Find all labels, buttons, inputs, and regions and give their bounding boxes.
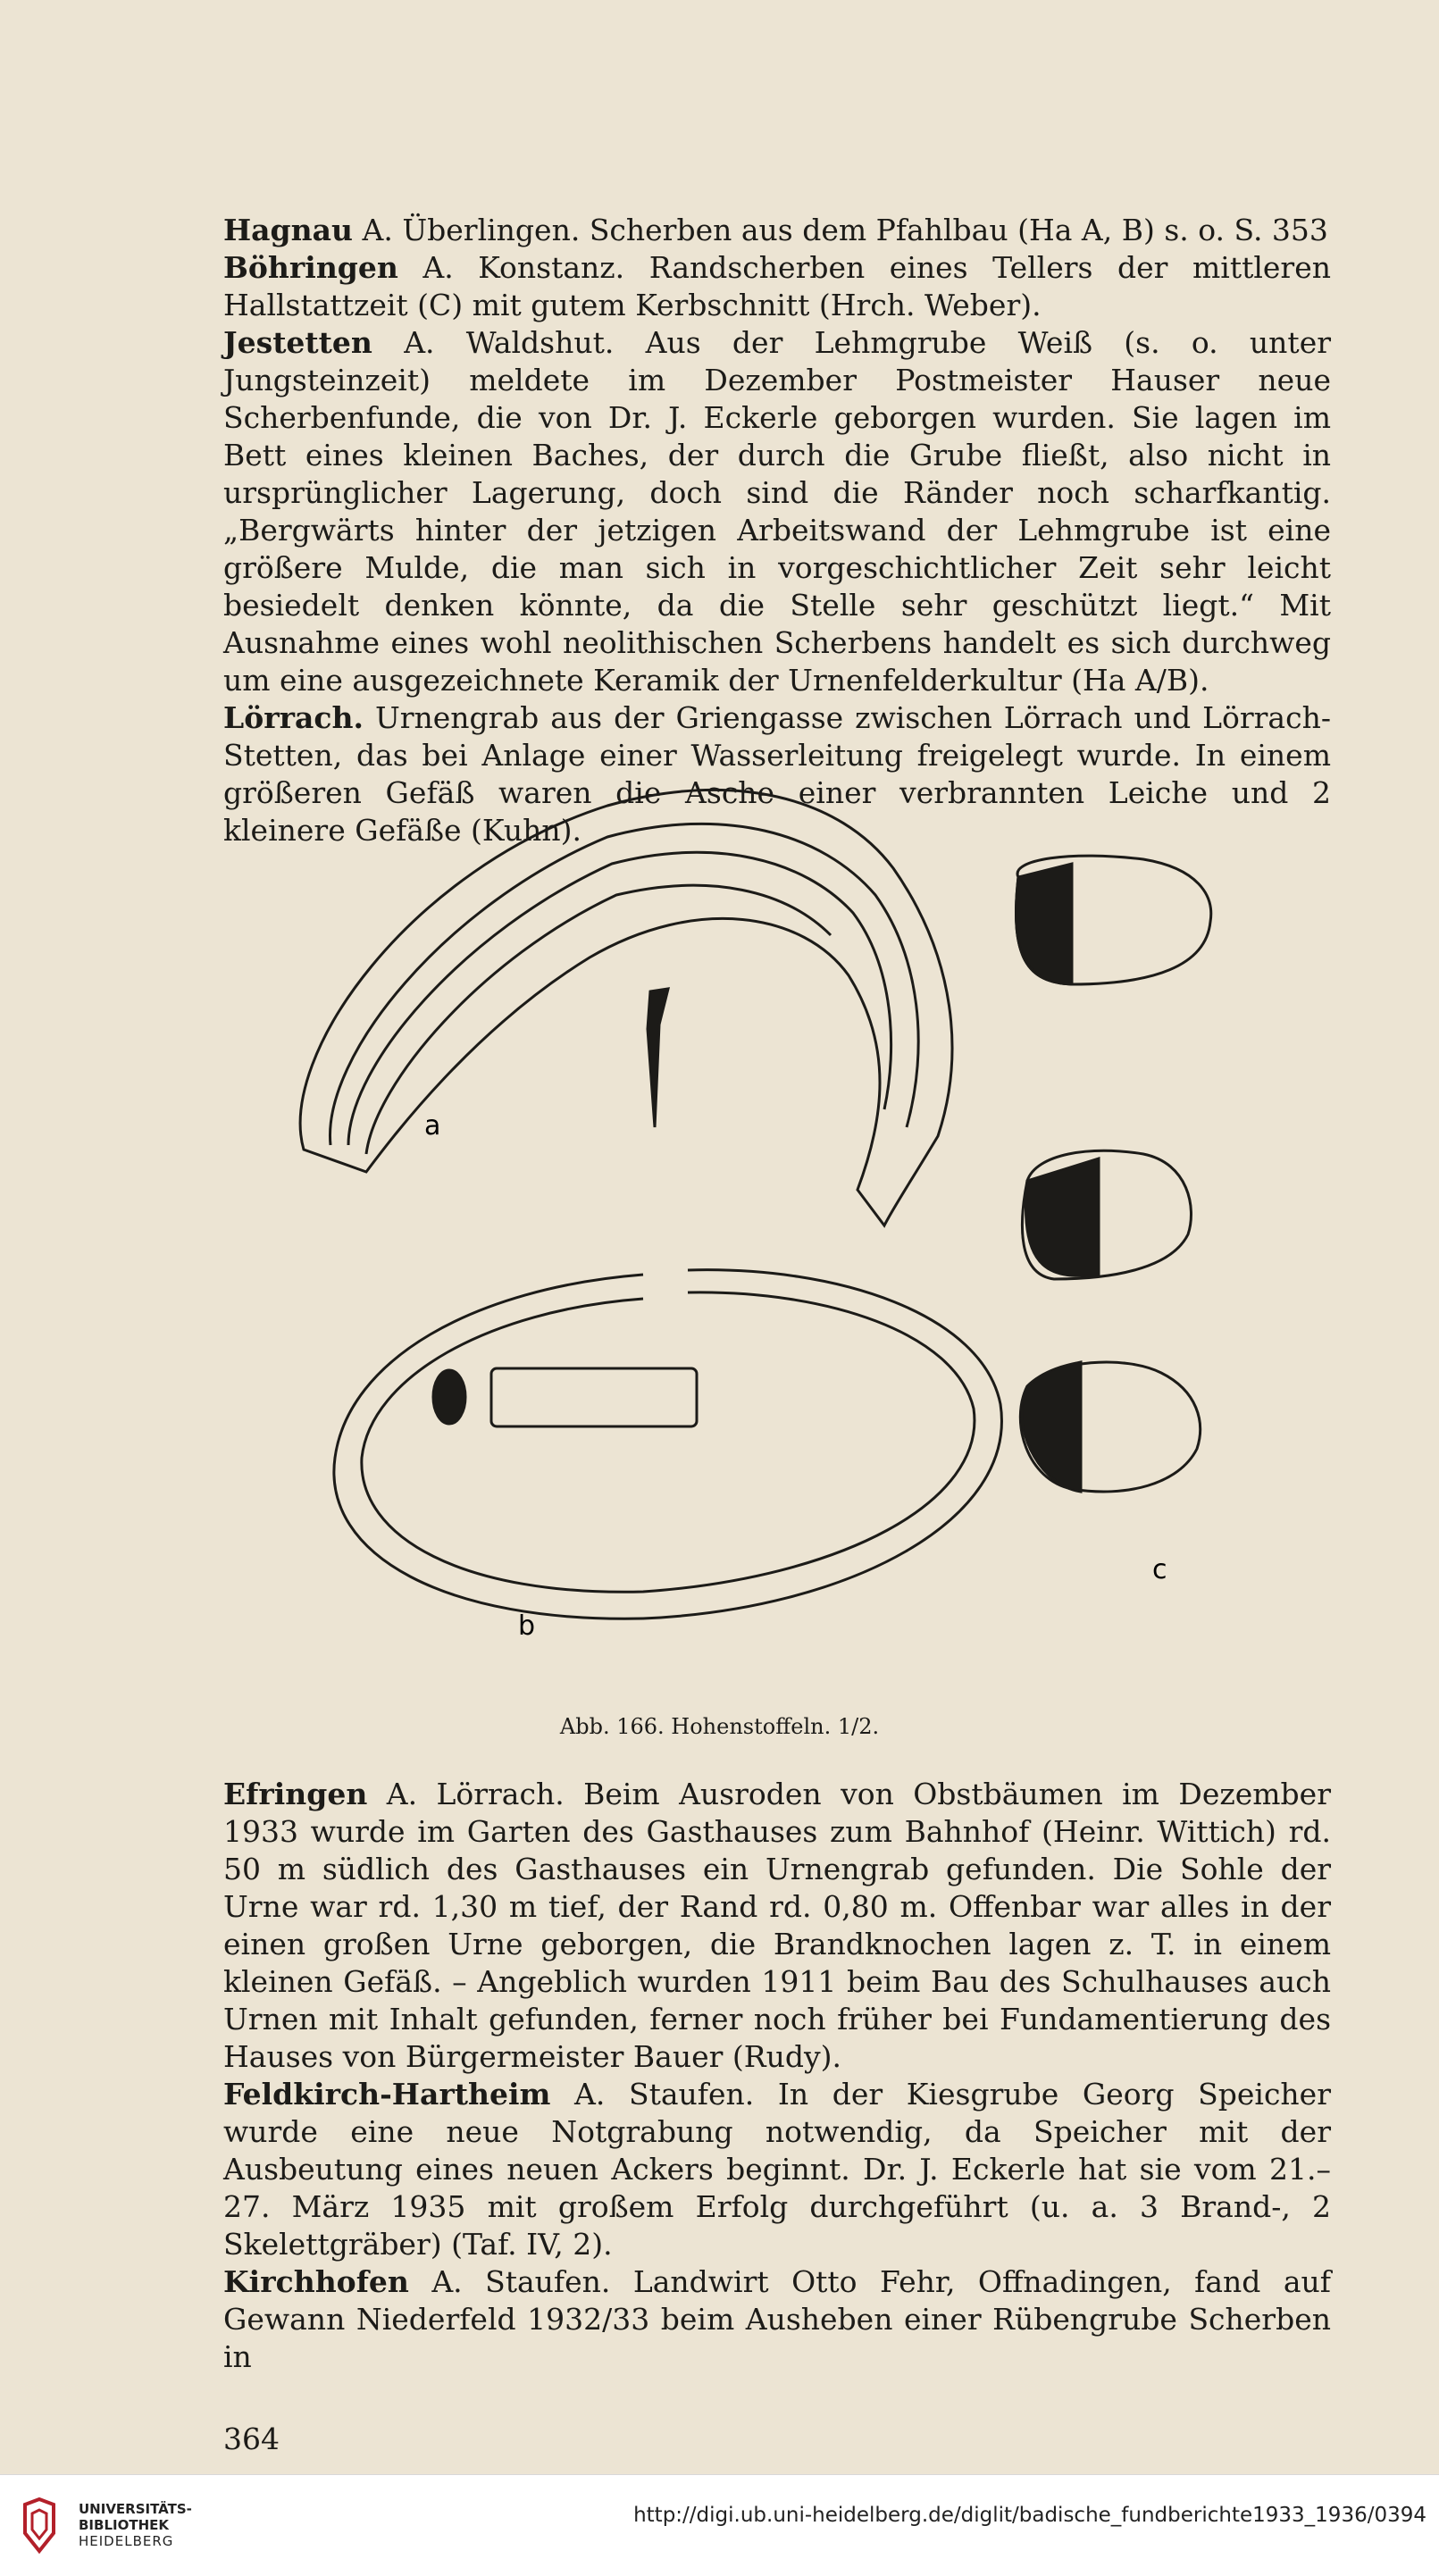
entry-text: A. Waldshut. Aus der Lehmgrube Weiß (s. o. unter Jungsteinzeit) meldete im Dezember Postmeister Hauser neue Scherbenfunde, die von Dr. J. Eckerle geborgen wurden. Sie lagen im Bett eines kleinen Baches, der durch die Grube fließt, also nicht in ursprünglicher Lagerung, doch sind die Ränder noch scharfkantig. „Bergwärts hinter der jetzigen Arbeitswand der Lehmgrube ist eine größere Mulde, die man sich in vorgeschichtlicher Zeit sehr leicht besiedelt denken könnte, da die Stelle sehr geschützt liegt.“ Mit Ausnahme eines wohl neolithischen Scherbens handelt es sich durchweg um eine ausgezeichnete Keramik der Urnenfelderkultur (Ha A/B).: [223, 325, 1331, 698]
entry-text: A. Konstanz. Randscherben eines Tellers der mittleren Hallstattzeit (C) mit gutem Kerbschnitt (Hrch. Weber).: [223, 250, 1331, 322]
entry-kirchhofen: [223, 2263, 1331, 2376]
entry-place: Feldkirch-Hartheim: [223, 2077, 551, 2112]
object-c-sherd-2: [1022, 1150, 1191, 1279]
object-a-pin: [648, 989, 668, 1127]
entry-jestetten: [223, 324, 1331, 699]
figure-drawing: [268, 761, 1268, 1708]
entry-hagnau: [223, 212, 1331, 249]
library-logo-icon: [18, 2497, 61, 2555]
object-b-ring-inner: [362, 1292, 975, 1592]
entry-place: Lörrach.: [223, 700, 364, 735]
label-a: a: [424, 1110, 441, 1142]
entry-text: A. Lörrach. Beim Ausroden von Obstbäumen im Dezember 1933 wurde im Garten des Gasthauses zum Bahnhof (Heinr. Wittich) rd. 50 m südlich des Gasthauses ein Urnengrab gefunden. Die Sohle der Urne war rd. 1,30 m tief, der Rand rd. 0,80 m. Offenbar war alles in der einen großen Urne geborgen, die Brandknochen lagen z. T. in einem kleinen Gefäß. – Angeblich wurden 1911 beim Bau des Schulhauses auch Urnen mit Inhalt gefunden, ferner noch früher bei Fundamentierung des Hauses von Bürgermeister Bauer (Rudy).: [223, 1777, 1331, 2074]
figure-caption: Abb. 166. Hohenstoffeln. 1/2.: [559, 1714, 880, 1739]
entry-text: A. Staufen. Landwirt Otto Fehr, Offnadingen, fand auf Gewann Niederfeld 1932/33 beim Ausheben einer Rübengrube Scherben in: [223, 2264, 1331, 2374]
entry-text: Urnengrab aus der Griengasse zwischen Lörrach und Lörrach-Stetten, das bei Anlage einer Wasserleitung freigelegt wurde. In einem größeren Gefäß waren die Asche einer verbrannten Leiche und 2 kleinere Gefäße (Kuhn).: [223, 700, 1331, 848]
entry-place: Kirchhofen: [223, 2264, 409, 2299]
entry-place: Jestetten: [223, 325, 372, 360]
library-name-line-1: UNIVERSITÄTS-: [79, 2501, 192, 2517]
entry-feldkirch-hartheim: [223, 2076, 1331, 2263]
page-number: 364: [223, 2421, 280, 2456]
object-b-section-dot: [433, 1370, 465, 1424]
figure-hohenstoffeln: [268, 761, 1268, 1708]
object-c-sherd-1: [1017, 856, 1211, 984]
object-a-outline: [300, 790, 952, 1225]
entry-boehringen: [223, 249, 1331, 324]
source-url-link[interactable]: http://digi.ub.uni-heidelberg.de/diglit/badische_fundberichte1933_1936/0394: [633, 2504, 1426, 2527]
object-a-groove-1: [330, 824, 918, 1145]
object-b-ring: [334, 1270, 1002, 1619]
library-name-line-2: BIBLIOTHEK: [79, 2517, 169, 2533]
entry-place: Efringen: [223, 1777, 368, 1811]
entry-place: Böhringen: [223, 250, 398, 285]
label-c: c: [1152, 1554, 1167, 1585]
entry-text: A. Staufen. In der Kiesgrube Georg Speicher wurde eine neue Notgrabung notwendig, da Speicher mit der Ausbeutung eines neuen Ackers beginnt. Dr. J. Eckerle hat sie vom 21.–27. März 1935 mit großem Erfolg durchgeführt (u. a. 3 Brand-, 2 Skelettgräber) (Taf. IV, 2).: [223, 2077, 1331, 2262]
library-name: [79, 2501, 275, 2549]
object-a-groove-2: [348, 852, 891, 1145]
entry-place: Hagnau: [223, 213, 354, 247]
object-b-section: [491, 1368, 697, 1426]
label-b: b: [518, 1610, 536, 1642]
object-c-sherd-3: [1020, 1362, 1200, 1492]
entry-text: A. Überlingen. Scherben aus dem Pfahlbau (Ha A, B) s. o. S. 353: [362, 213, 1328, 247]
library-name-line-3: HEIDELBERG: [79, 2533, 174, 2549]
text-block-bottom: [223, 1776, 1331, 2458]
entry-efringen: [223, 1776, 1331, 2076]
text-block-top: [223, 212, 1331, 849]
